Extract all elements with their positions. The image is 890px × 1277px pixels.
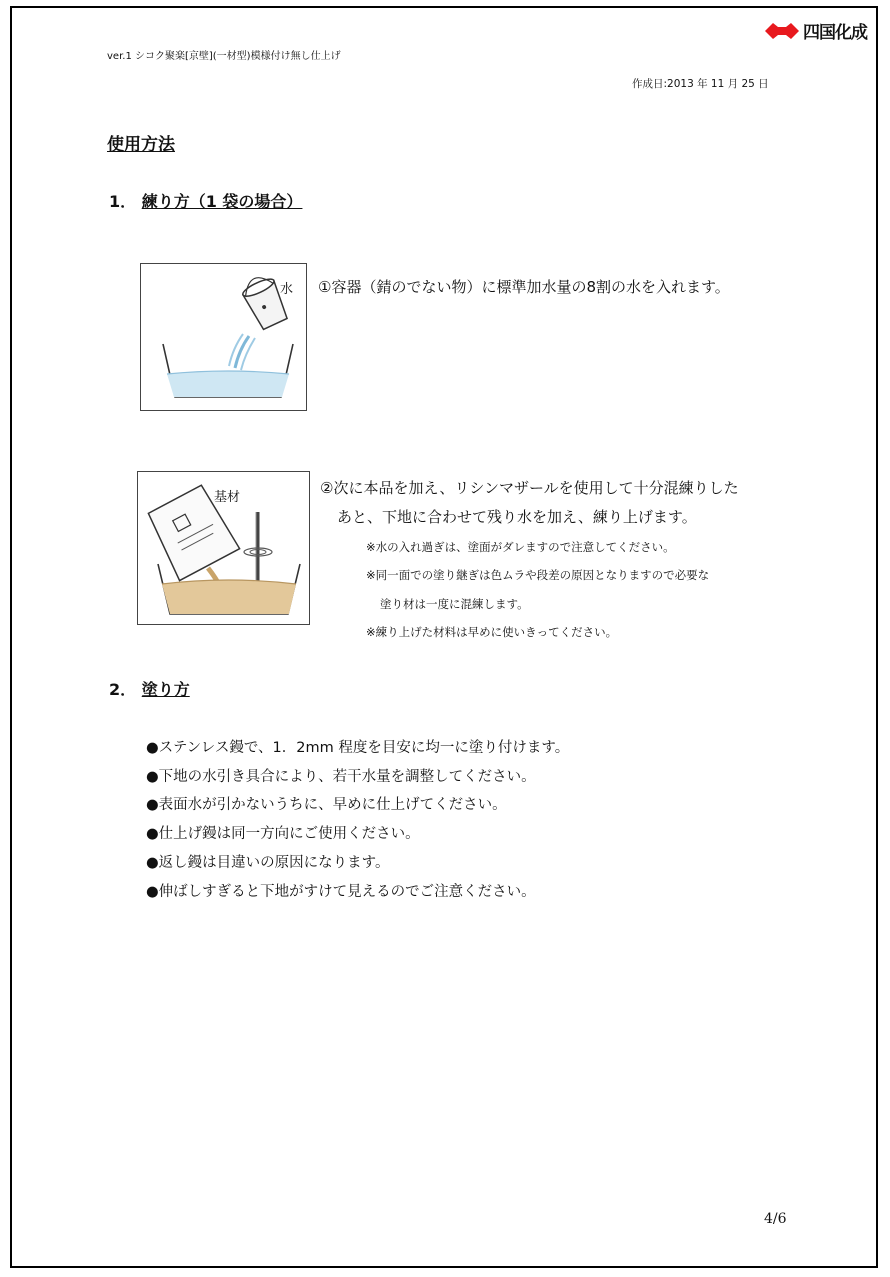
page-number: 4/6 <box>764 1211 787 1227</box>
step2-line1: ②次に本品を加え、リシンマザールを使用して十分混練りした <box>320 479 739 497</box>
logo-mark-icon <box>765 21 799 41</box>
step1-text: ①容器（錆のでない物）に標準加水量の8割の水を入れます。 <box>318 278 730 296</box>
section1-heading <box>109 189 302 212</box>
step2-line2: あと、下地に合わせて残り水を加え、練り上げます。 <box>337 508 697 526</box>
section2-title: 塗り方 <box>141 680 190 699</box>
version-line: ver.1 シコク聚楽[京壁](一材型)模様付け無し仕上げ <box>107 51 341 62</box>
company-logo <box>765 18 867 43</box>
bullet-item: ●表面水が引かないうちに、早めに仕上げてください。 <box>146 797 507 813</box>
step2-note-4: ※練り上げた材料は早めに使いきってください。 <box>366 625 618 639</box>
bullet-item: ●下地の水引き具合により、若干水量を調整してください。 <box>146 769 536 785</box>
section1-number: 1． <box>109 192 137 211</box>
bullet-item: ●ステンレス鏝で、1．2mm 程度を目安に均一に塗り付けます。 <box>146 740 570 756</box>
section2-heading <box>109 677 190 700</box>
step2-note-3: 塗り材は一度に混練します。 <box>380 597 529 611</box>
bullet-item: ●伸ばしすぎると下地がすけて見えるのでご注意ください。 <box>146 884 536 900</box>
water-pouring-illustration <box>140 263 307 411</box>
step2-note-1: ※水の入れ過ぎは、塗面がダレますので注意してください。 <box>366 540 675 554</box>
logo-text: 四国化成 <box>803 23 867 43</box>
created-date: 作成日:2013 年 11 月 25 日 <box>632 78 769 90</box>
bullet-item: ●仕上げ鏝は同一方向にご使用ください。 <box>146 826 420 842</box>
base-material-label: 基材 <box>214 490 241 505</box>
section2-number: 2． <box>109 680 137 699</box>
section1-title: 練り方（1 袋の場合） <box>141 192 303 211</box>
water-label: 水 <box>280 282 294 297</box>
mixing-illustration <box>137 471 310 625</box>
bullet-item: ●返し鏝は目違いの原因になります。 <box>146 855 390 871</box>
step2-note-2: ※同一面での塗り継ぎは色ムラや段差の原因となりますので必要な <box>366 568 710 582</box>
page-title: 使用方法 <box>107 135 175 155</box>
